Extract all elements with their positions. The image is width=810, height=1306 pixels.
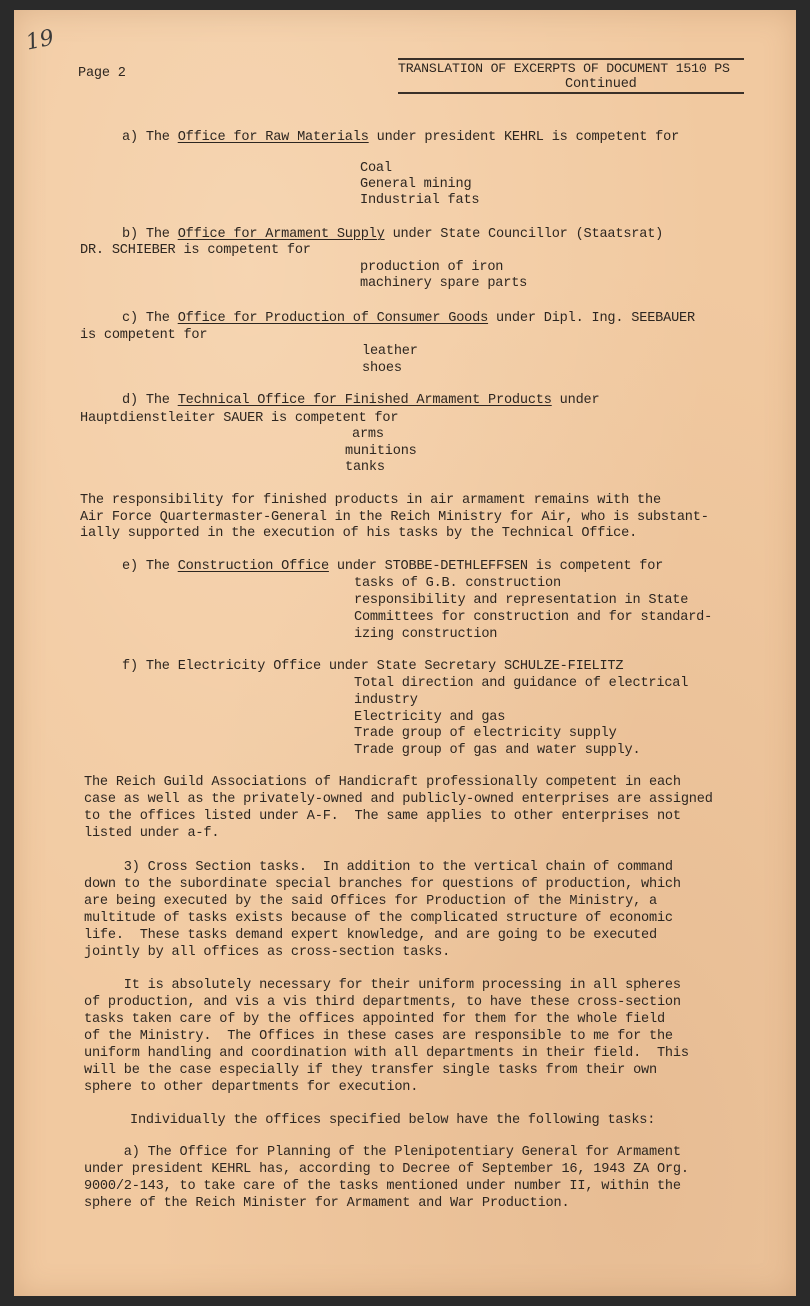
section-f-item: Trade group of electricity supply (354, 726, 617, 741)
paragraph-line: It is absolutely necessary for their uniform processing in all spheres (84, 978, 681, 993)
section-d-line: d) The Technical Office for Finished Armament Products under (122, 393, 600, 408)
section-b-item: production of iron (360, 260, 504, 275)
paragraph-line: are being executed by the said Offices for Production of the Ministry, a (84, 894, 657, 909)
paragraph-line: ially supported in the execution of his tasks by the Technical Office. (80, 526, 638, 541)
paragraph-line: down to the subordinate special branches for questions of production, which (84, 877, 681, 892)
section-c-item: shoes (362, 361, 402, 376)
section-f-item: industry (354, 693, 418, 708)
paragraph-line: under president KEHRL has, according to Decree of September 16, 1943 ZA Org. (84, 1162, 689, 1177)
header-rule-top (398, 58, 744, 60)
section-b-line2: DR. SCHIEBER is competent for (80, 243, 311, 258)
paragraph-line: 9000/2-143, to take care of the tasks mentioned under number II, within the (84, 1179, 681, 1194)
paragraph-line: The responsibility for finished products in air armament remains with the (80, 493, 661, 508)
paragraph-line: sphere of the Reich Minister for Armament and War Production. (84, 1196, 570, 1211)
section-e-line: e) The Construction Office under STOBBE-DETHLEFFSEN is competent for (122, 559, 664, 574)
paragraph-line: listed under a-f. (84, 826, 220, 841)
section-e-item: izing construction (354, 627, 498, 642)
section-f-item: Total direction and guidance of electrical (354, 676, 689, 691)
office-armament-supply: Office for Armament Supply (177, 227, 385, 242)
paragraph-line: uniform handling and coordination with all departments in their field. This (84, 1046, 689, 1061)
section-d-item: munitions (345, 444, 417, 459)
paragraph-line: a) The Office for Planning of the Plenipotentiary General for Armament (84, 1145, 681, 1160)
page-label: Page 2 (78, 66, 126, 81)
section-d-line2: Hauptdienstleiter SAUER is competent for (80, 411, 399, 426)
section-b-item: machinery spare parts (360, 276, 528, 291)
section-e-item: responsibility and representation in State (354, 593, 689, 608)
paragraph-line: The Reich Guild Associations of Handicraft professionally competent in each (84, 775, 681, 790)
office-consumer-goods: Office for Production of Consumer Goods (177, 311, 489, 326)
section-e-item: tasks of G.B. construction (354, 576, 561, 591)
section-b-line: b) The Office for Armament Supply under State Councillor (Staatsrat) (122, 227, 664, 242)
section-f-item: Electricity and gas (354, 710, 506, 725)
section-f-line: f) The Electricity Office under State Secretary SCHULZE-FIELITZ (122, 659, 624, 674)
section-c-item: leather (362, 344, 418, 359)
section-a-item: General mining (360, 177, 472, 192)
paragraph-line: 3) Cross Section tasks. In addition to the vertical chain of command (84, 860, 673, 875)
section-c-line: c) The Office for Production of Consumer Goods under Dipl. Ing. SEEBAUER (122, 311, 695, 326)
section-d-item: tanks (345, 460, 385, 475)
section-a-item: Industrial fats (360, 193, 480, 208)
header-rule-bottom (398, 92, 744, 94)
paragraph-line: of the Ministry. The Offices in these cases are responsible to me for the (84, 1029, 673, 1044)
office-finished-armament: Technical Office for Finished Armament Products (177, 393, 552, 408)
section-c-line2: is competent for (80, 328, 208, 343)
office-construction: Construction Office (177, 559, 329, 574)
header-title: TRANSLATION OF EXCERPTS OF DOCUMENT 1510 PS (398, 61, 730, 76)
section-a-line: a) The Office for Raw Materials under president KEHRL is competent for (122, 130, 680, 145)
paragraph-line: jointly by all offices as cross-section tasks. (84, 945, 451, 960)
section-d-item: arms (352, 427, 384, 442)
paragraph-line: Individually the offices specified below have the following tasks: (130, 1113, 656, 1128)
paragraph-line: to the offices listed under A-F. The same applies to other enterprises not (84, 809, 681, 824)
header-subtitle: Continued (565, 77, 637, 92)
paragraph-line: of production, and vis a vis third departments, to have these cross-section (84, 995, 681, 1010)
office-raw-materials: Office for Raw Materials (177, 130, 369, 145)
paragraph-line: tasks taken care of by the offices appointed for them for the whole field (84, 1012, 665, 1027)
paragraph-line: Air Force Quartermaster-General in the Reich Ministry for Air, who is substant- (80, 510, 709, 525)
paragraph-line: multitude of tasks exists because of the complicated structure of economic (84, 911, 673, 926)
section-a-item: Coal (360, 161, 392, 176)
paragraph-line: case as well as the privately-owned and publicly-owned enterprises are assigned (84, 792, 713, 807)
section-e-item: Committees for construction and for standard- (354, 610, 713, 625)
paragraph-line: will be the case especially if they transfer single tasks from their own (84, 1063, 657, 1078)
section-f-item: Trade group of gas and water supply. (354, 743, 641, 758)
paragraph-line: sphere to other departments for execution. (84, 1080, 419, 1095)
handwritten-page-number: 19 (23, 25, 57, 56)
paragraph-line: life. These tasks demand expert knowledge, and are going to be executed (84, 928, 657, 943)
